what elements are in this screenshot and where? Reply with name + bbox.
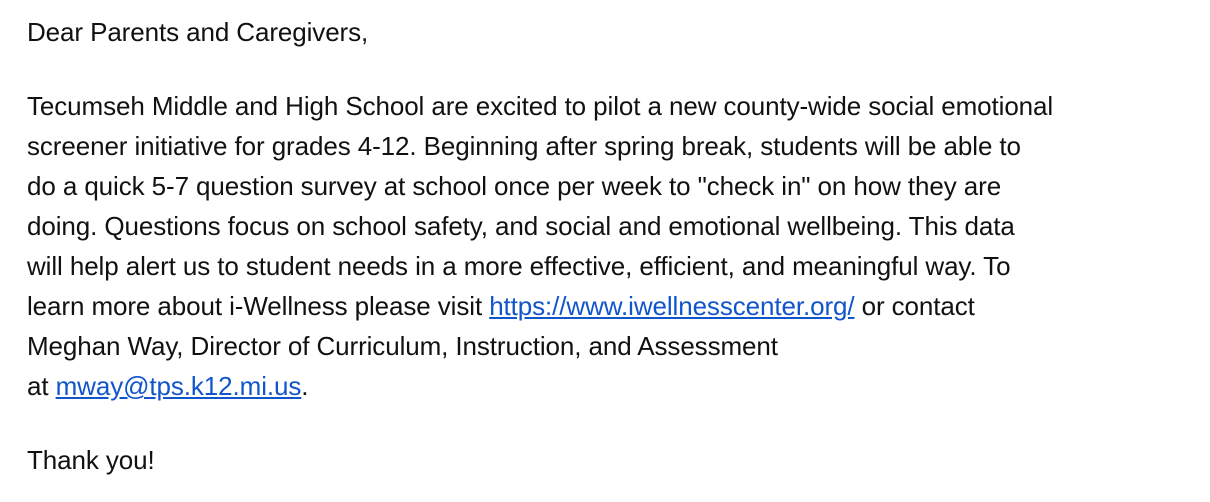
body-line-8-suffix: . <box>301 371 309 401</box>
email-link[interactable]: mway@tps.k12.mi.us <box>55 371 302 401</box>
body-line-6 <box>27 286 1203 326</box>
closing: Thank you! <box>27 445 155 475</box>
body-line-1: Tecumseh Middle and High School are excited to pilot a new county-wide social emotional <box>27 91 1054 121</box>
body-line-4: doing. Questions focus on school safety, and social and emotional wellbeing. This data <box>27 211 1015 241</box>
body-line-5: will help alert us to student needs in a more effective, efficient, and meaningful way. To <box>27 251 1011 281</box>
email-body <box>27 12 1203 480</box>
body-line-6-suffix: or contact <box>854 291 975 321</box>
body-line-6-prefix: learn more about i-Wellness please visit <box>27 291 490 321</box>
body-paragraph <box>27 86 1203 406</box>
body-line-3: do a quick 5-7 question survey at school once per week to "check in" on how they are <box>27 171 1002 201</box>
greeting: Dear Parents and Caregivers, <box>27 17 369 47</box>
website-link[interactable]: https://www.iwellnesscenter.org/ <box>489 291 855 321</box>
body-line-7: Meghan Way, Director of Curriculum, Instruction, and Assessment <box>27 331 778 361</box>
body-line-8-prefix: at <box>27 371 56 401</box>
body-line-8 <box>27 366 1203 406</box>
body-line-2: screener initiative for grades 4-12. Beginning after spring break, students will be able to <box>27 131 1021 161</box>
